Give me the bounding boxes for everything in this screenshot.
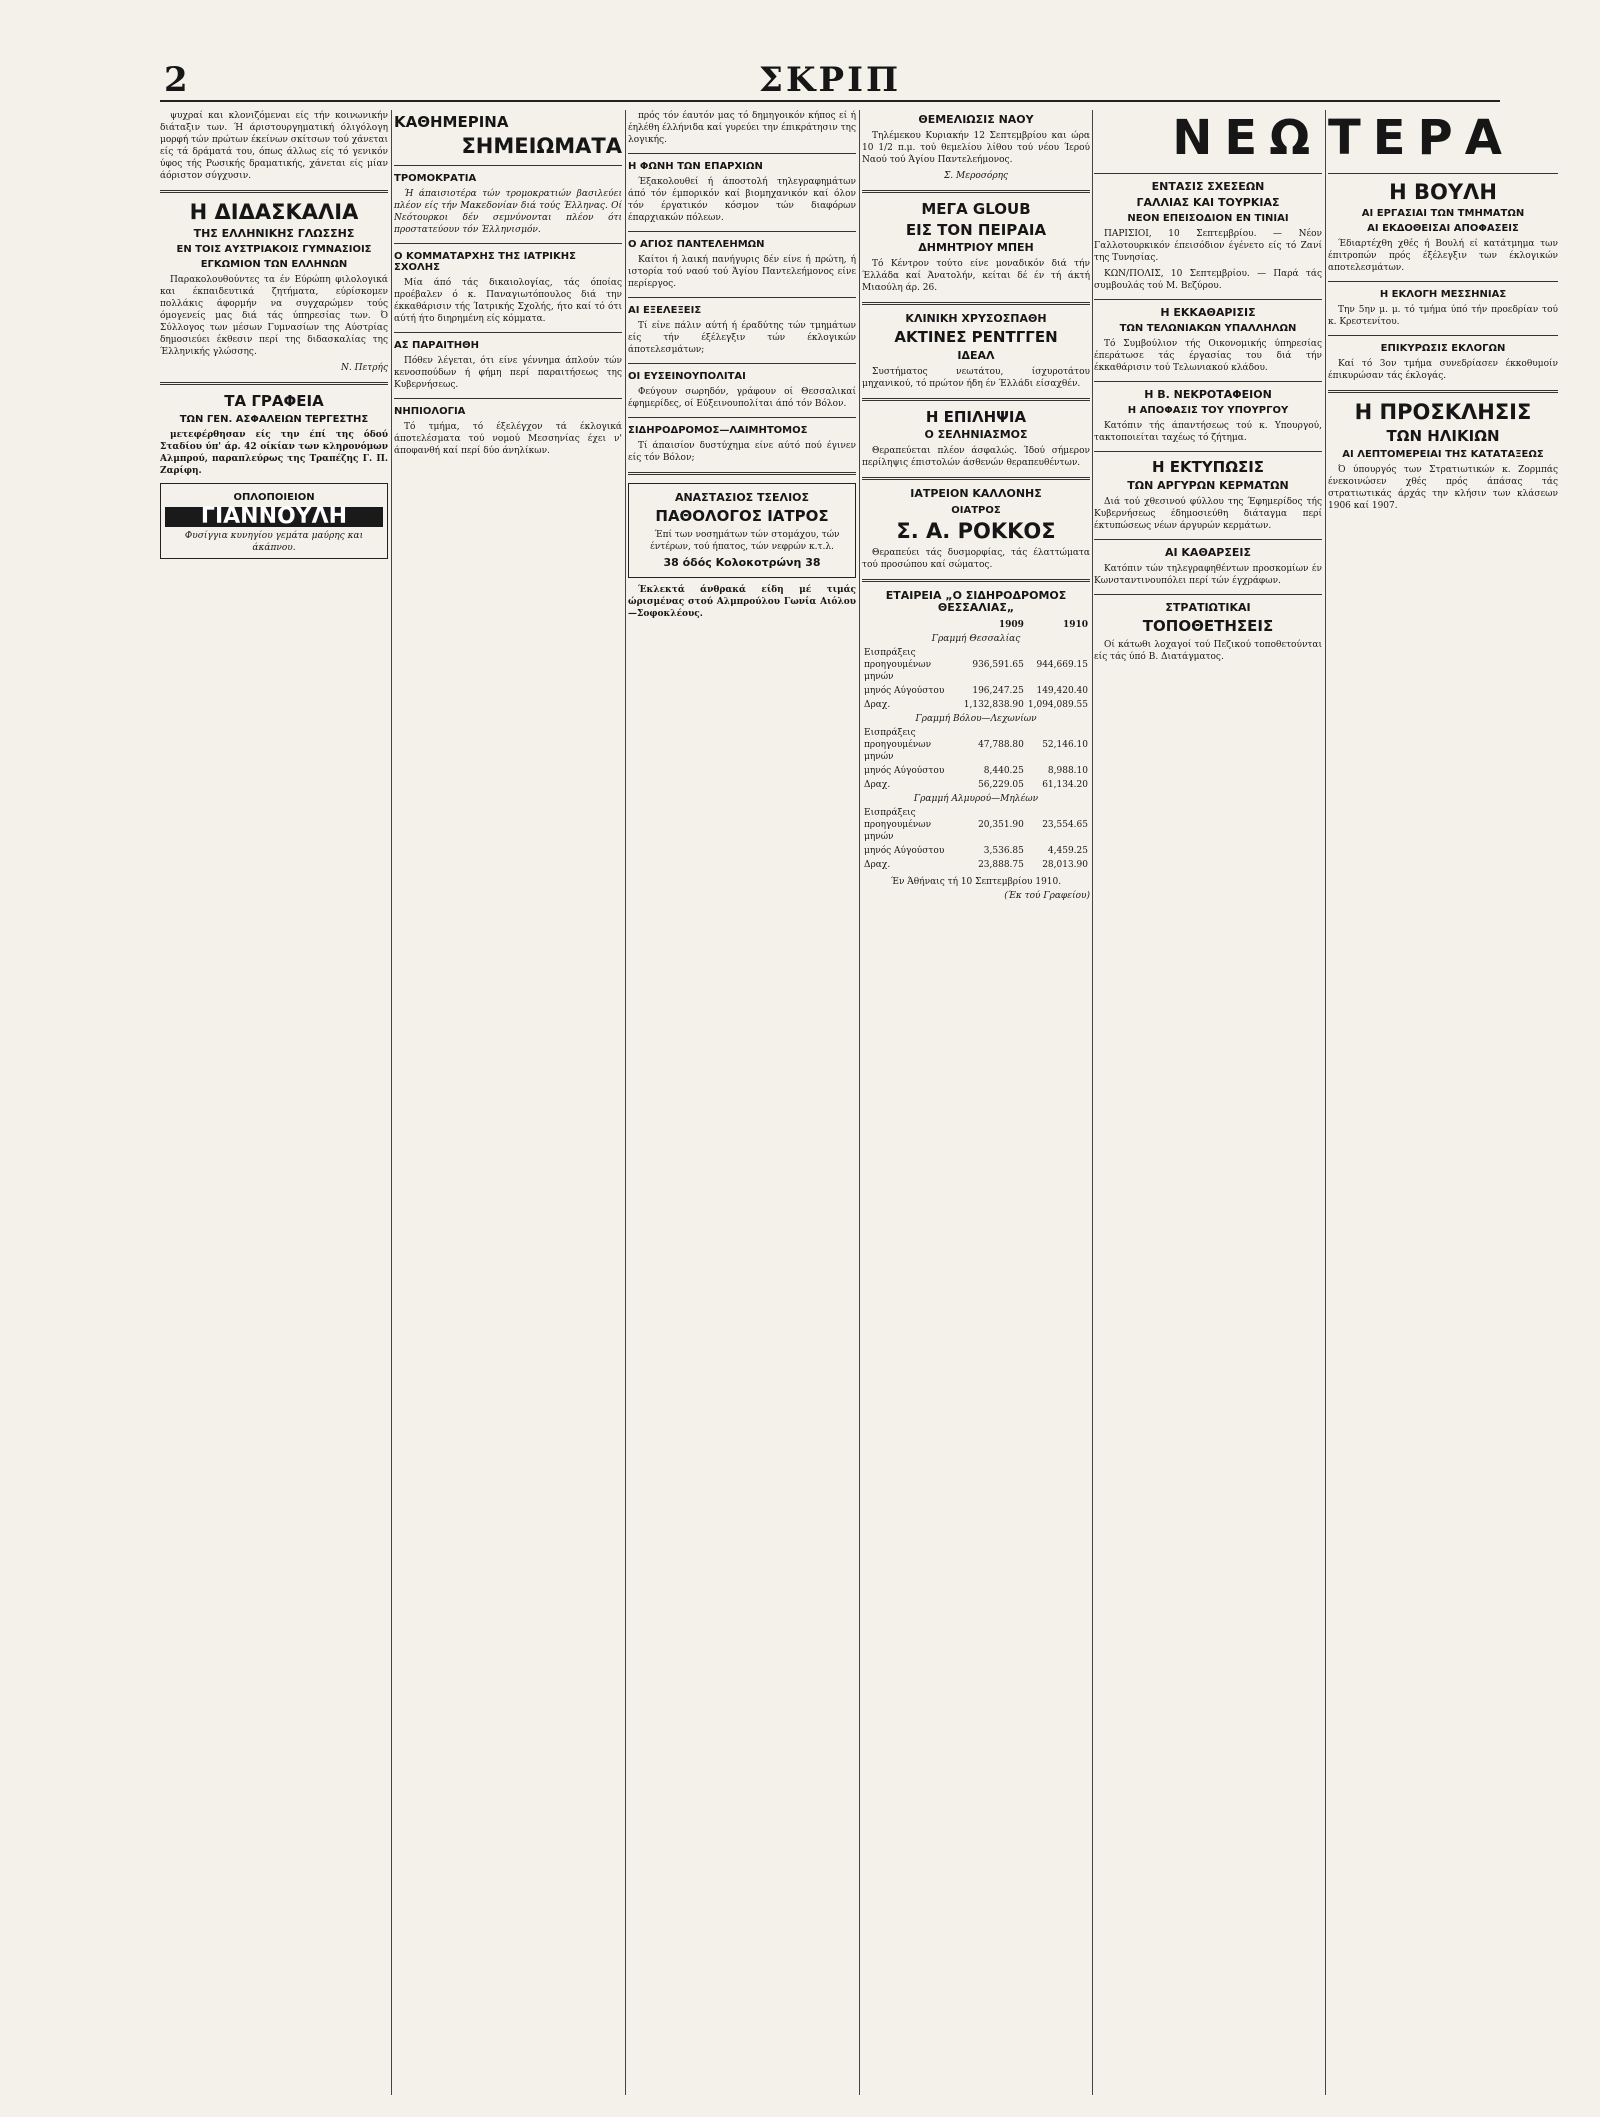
column-rule [859, 110, 860, 2095]
cell: 944,669.15 [1036, 659, 1088, 670]
table-row [862, 646, 1090, 684]
item-heading: ΕΝΤΑΣΙΣ ΣΧΕΣΕΩΝ [1151, 180, 1265, 193]
column-4 [862, 110, 1090, 2095]
newspaper-title: ΣΚΡΙΠ [758, 60, 902, 100]
item-subheading: ΝΕΟΝ ΕΠΕΙΣΟΔΙΟΝ ΕΝ ΤΙΝΙΑΙ [1127, 213, 1289, 225]
item-body: Καί τό 3ον τμήμα συνεδρίασεν έκκοθυμοίν έπικυρώσαν τάς έκλογάς. [1328, 359, 1558, 382]
item-heading: ΝΗΠΙΟΛΟΓΙΑ [394, 405, 466, 417]
ad-name: Σ. Α. ΡΟΚΚΟΣ [896, 518, 1056, 543]
item-body: Την 5ην μ. μ. τό τμήμα ύπό τήν προεδρίαν τού κ. Κρεστενίτου. [1328, 305, 1558, 328]
divider [628, 153, 856, 154]
ad-title: Η ΕΠΙΛΗΨΙΑ [925, 407, 1027, 426]
item-body: Καίτοι ή λαική πανήγυρις δέν είνε ή πρώτη, ή ιστορία τού ναού τού Άγίου Παντελεήμονος είνε περίεργος. [628, 255, 856, 289]
year-header: 1910 [1062, 619, 1088, 630]
table-header-row [862, 618, 1090, 632]
item-body: Κατόπιν τών τηλεγραφηθέντων προσκομίων έν Κωνσταντινουπόλει περί τών έγχράφων. [1094, 564, 1322, 587]
row-label: Εισπράξεις προηγουμένων μηνών [864, 727, 932, 762]
ad-title: ΙΑΤΡΕΙΟΝ ΚΑΛΛΟΝΗΣ [910, 487, 1042, 501]
item-body: Οί κάτωθι λοχαγοί τού Πεζικού τοποθετούνται είς τάς ύπό Β. Διατάγματος. [1094, 639, 1322, 662]
item-subheading: ΤΩΝ ΗΛΙΚΙΩΝ [1386, 427, 1500, 446]
divider [1094, 381, 1322, 382]
item-heading: Η ΒΟΥΛΗ [1389, 180, 1497, 204]
item-subheading: ΑΙ ΕΚΔΟΘΕΙΣΑΙ ΑΠΟΦΑΣΕΙΣ [1367, 223, 1519, 235]
divider [628, 417, 856, 418]
column-rule [391, 110, 392, 2095]
item-subheading: ΤΩΝ ΤΕΛΩΝΙΑΚΩΝ ΥΠΑΛΛΗΛΩΝ [1119, 323, 1297, 335]
news-banner-left: ΝΕΩ [1172, 110, 1322, 166]
divider [862, 579, 1090, 582]
divider [1328, 390, 1558, 393]
column-3 [628, 110, 856, 2095]
item-body: Φεύγουν σωρηδόν, γράφουν οί Θεσσαλικαί έφημερίδες, οί Εύξεινουπολίται άπό τόν Βόλον. [628, 387, 856, 409]
divider [1094, 173, 1322, 174]
item-body: Μία άπό τάς δικαιολογίας, τάς όποίας προέβαλεν ό κ. Παναγιωτόπουλος διά την έκκαθάρισιν τής Ίατρικής Σχολής, ήτο καί τό ότι αύτή ήτο διηρημένη είς κόμματα. [394, 277, 622, 324]
news-banner-right: ΤΕΡΑ [1328, 110, 1514, 166]
shop-slogan: Φυσίγγια κυνηγίου γεμάτα μαύρης και άκάπνου. [184, 530, 364, 553]
item-body: Ό ύπουργός των Στρατιωτικών κ. Ζορμπάς ένεκοινώσεν χθές πρός άπάσας τάς στρατιωτικάς άρχάς την κλήσιν των κλάσεων 1906 καί 1907. [1328, 464, 1558, 511]
table-section: Γραμμή Θεσσαλίας [931, 633, 1021, 644]
item-heading: Ο ΑΓΙΟΣ ΠΑΝΤΕΛΕΗΜΩΝ [628, 239, 765, 250]
table-row [862, 764, 1090, 778]
ad-body: Θεραπεύει τάς δυσμορφίας, τάς έλαττώματα τού προσώπου καί σώματος. [862, 547, 1090, 570]
cell: 23,888.75 [978, 859, 1024, 870]
row-label: μηνός Αύγούστου [864, 765, 945, 776]
item-heading: Η ΕΚΚΑΘΑΡΙΣΙΣ [1160, 306, 1256, 320]
divider [862, 302, 1090, 305]
cell: 61,134.20 [1042, 779, 1088, 790]
column-1 [160, 110, 388, 2095]
ad-brand: ΙΔΕΑΛ [957, 348, 995, 362]
row-label: Εισπράξεις προηγουμένων μηνών [864, 807, 932, 842]
cell: 23,554.65 [1042, 819, 1088, 830]
item-body: Τό Συμβούλιον τής Οικονομικής ύπηρεσίας έπεράτωσε τάς έργασίας του διά τήν έκκαθάρισιν τού Τελωνιακού κλάδου. [1094, 339, 1322, 374]
divider [1094, 451, 1322, 452]
item-heading: ΟΙ ΕΥΣΕΙΝΟΥΠΟΛΙΤΑΙ [628, 371, 746, 382]
article-subtitle: ΕΓΚΩΜΙΟΝ ΤΩΝ ΕΛΛΗΝΩΝ [200, 259, 348, 271]
divider [394, 165, 622, 166]
item-subheading: ΤΟΠΟΘΕΤΗΣΕΙΣ [1142, 617, 1274, 636]
cell: 47,788.80 [978, 739, 1024, 750]
article-signature: Ν. Πετρής [341, 363, 388, 374]
ad-subtitle: ΕΙΣ ΤΟΝ ΠΕΙΡΑΙΑ [905, 220, 1047, 239]
item-heading: ΑΙ ΕΞΕΛΕΞΕΙΣ [628, 305, 702, 316]
cell: 56,229.05 [978, 779, 1024, 790]
doctor-address: 38 όδός Κολοκοτρώνη 38 [663, 555, 821, 569]
ad-body: Συστήματος νεωτάτου, ίσχυροτάτου μηχανικού, τό πρώτον ήδη έν Έλλάδι είσαχθέν. [862, 366, 1090, 389]
item-body: ΠΑΡΙΣΙΟΙ, 10 Σεπτεμβρίου. — Νέον Γαλλοτουρκικόν έπεισόδιον έγένετο είς τό Ζανί της Τυνησίας. [1094, 229, 1322, 264]
divider [160, 190, 388, 193]
cell: 4,459.25 [1047, 845, 1088, 856]
shop-name: ΓΙΑΝΝΟΥΛΗ [165, 507, 383, 527]
item-subheading: ΑΙ ΕΡΓΑΣΙΑΙ ΤΩΝ ΤΜΗΜΑΤΩΝ [1361, 208, 1525, 220]
divider [1328, 335, 1558, 336]
column-6 [1328, 110, 1558, 2095]
table-row [862, 806, 1090, 844]
doctor-ad [628, 483, 856, 578]
ad-name: ΔΗΜΗΤΡΙΟΥ ΜΠΕΗ [918, 241, 1034, 255]
column-rule [1325, 110, 1326, 2095]
divider [160, 382, 388, 385]
table-row [862, 778, 1090, 792]
item-heading: ΘΕΜΕΛΙΩΣΙΣ ΝΑΟΥ [918, 113, 1034, 126]
table-footer-sign: (Έκ τού Γραφείου) [1004, 890, 1090, 901]
item-heading: ΑΣ ΠΑΡΑΙΤΗΘΗ [394, 339, 480, 351]
item-body: Πόθεν λέγεται, ότι είνε γέννημα άπλούν τών κενοσπούδων ή φήμη περί παραιτήσεως της Κυβερνήσεως. [394, 355, 622, 390]
ad-label: ΟΙΑΤΡΟΣ [951, 504, 1001, 516]
divider [394, 243, 622, 244]
cell: 28,013.90 [1042, 859, 1088, 870]
ad-title: ΤΑ ΓΡΑΦΕΙΑ [224, 392, 324, 411]
row-label: μηνός Αύγούστου [864, 685, 945, 696]
cell: 1,132,838.90 [963, 699, 1024, 710]
cell: 3,536.85 [983, 845, 1024, 856]
article-body: Παρακολουθούντες τα έν Εύρώπη φιλολογικά και έκπαιδευτικά ζητήματα, εύρίσκομεν πολλάκις άφορμήν να συγχαρώμεν τούς όμογενείς μας διά τάς ύπηρεσίας των. Ό Σύλλογος των μέσων Γυμνασίων της Αύστρίας δημοσιεύει έκθεσιν περί της διδασκαλίας της Έλληνικής γλώσσης. [160, 275, 388, 358]
divider [628, 297, 856, 298]
divider [862, 190, 1090, 193]
table-row [862, 844, 1090, 858]
item-heading: Η ΕΚΤΥΠΩΣΙΣ [1151, 458, 1265, 477]
ad-body: Θεραπεύεται πλέον άσφαλώς. Ίδού σήμερον περίληψις έπιστολών άσθενών θεραπευθέντων. [862, 446, 1090, 469]
doctor-body: Έπί των νοσημάτων τών στομάχου, τών έντέρων, τού ήπατος, τών νεφρών κ.τ.λ. [650, 529, 840, 552]
row-label: Δραχ. [864, 859, 891, 870]
cell: 196,247.25 [972, 685, 1024, 696]
item-subheading: ΤΩΝ ΑΡΓΥΡΩΝ ΚΕΡΜΑΤΩΝ [1127, 478, 1289, 492]
divider [1094, 539, 1322, 540]
row-label: Εισπράξεις προηγουμένων μηνών [864, 647, 932, 682]
cell: 8,988.10 [1047, 765, 1088, 776]
item-heading: Η ΕΚΛΟΓΗ ΜΕΣΣΗΝΙΑΣ [1379, 289, 1507, 301]
cell: 149,420.40 [1036, 685, 1088, 696]
revenue-table [862, 618, 1090, 872]
divider [1328, 173, 1558, 174]
item-heading: ΣΤΡΑΤΙΩΤΙΚΑΙ [1165, 601, 1251, 615]
item-subheading: ΑΙ ΛΕΠΤΟΜΕΡΕΙΑΙ ΤΗΣ ΚΑΤΑΤΑΞΕΩΣ [1342, 448, 1544, 460]
divider [628, 363, 856, 364]
table-title: ΕΤΑΙΡΕΙΑ „Ο ΣΙΔΗΡΟΔΡΟΜΟΣ ΘΕΣΣΑΛΙΑΣ„ [885, 588, 1067, 614]
ad-body: Τό Κέντρον τούτο είνε μοναδικόν διά τήν Έλλάδα καί Άνατολήν, κείται δέ έν τή άκτή Μιαούλη άρ. 26. [862, 259, 1090, 294]
table-row [862, 684, 1090, 698]
item-heading: Η ΦΩΝΗ ΤΩΝ ΕΠΑΡΧΙΩΝ [628, 161, 763, 172]
item-body: Κατόπιν τής άπαντήσεως τού κ. Υπουργού, τακτοποιείται ταχέως τό ζήτημα. [1094, 421, 1322, 444]
article-subtitle: ΤΗΣ ΕΛΛΗΝΙΚΗΣ ΓΛΩΣΣΗΣ [193, 227, 355, 241]
item-body: Τί άπαισίον δυστύχημα είνε αύτό πού έγινεν είς τόν Βόλον; [628, 441, 856, 463]
cell: 936,591.65 [972, 659, 1024, 670]
divider [1328, 281, 1558, 282]
table-row [862, 698, 1090, 712]
item-signature: Σ. Μεροσόρης [943, 171, 1009, 182]
divider [394, 332, 622, 333]
item-body: Ή άπαισιοτέρα τών τρομοκρατιών βασιλεύει πλέον είς τήν Μακεδονίαν διά τούς Έλληνας. Οί Νεότουρκοι δέν σεμνύνονται πλέον ότι προστατεύουν τόν Έλληνισμόν. [394, 188, 622, 235]
row-label: Δραχ. [864, 699, 891, 710]
table-row [862, 858, 1090, 872]
item-body: Τό τμήμα, τό έξελέγχον τά έκλογικά άποτελέσματα τού νομού Μεσσηνίας έχει ν' άποφανθή καί περί δύο άνηλίκων. [394, 421, 622, 456]
ad-title: ΚΛΙΝΙΚΗ ΧΡΥΣΟΣΠΑΘΗ [905, 312, 1047, 326]
column-rule [625, 110, 626, 2095]
page-number: 2 [164, 60, 188, 100]
item-body: Τί είνε πάλιν αύτή ή έραδύτης τών τμημάτων είς τήν έξέλεγξιν τών έκλογικών άποτελεσμάτων; [628, 321, 856, 355]
lead-text: ψυχραί και κλονιζόμεναι είς τήν κοινωνικήν διάταξιν των. Ή άριστουργηματική όλιγόλογη μορφή τών πρώτων έκείνων σκίτσων τού χάνεται είς τά δράματά του, όπως άλλως είς τό γενικόν ύφος τής Ρωσικής δραματικής, χάνεται είς μίαν άόριστον σύγχυσιν. [160, 111, 388, 181]
ad-subtitle: ΤΩΝ ΓΕΝ. ΑΣΦΑΛΕΙΩΝ ΤΕΡΓΕΣΤΗΣ [179, 413, 369, 425]
year-header: 1909 [998, 619, 1024, 630]
item-subheading: Η ΑΠΟΦΑΣΙΣ ΤΟΥ ΥΠΟΥΡΓΟΥ [1127, 405, 1289, 417]
article-subtitle: ΕΝ ΤΟΙΣ ΑΥΣΤΡΙΑΚΟΙΣ ΓΥΜΝΑΣΙΟΙΣ [176, 244, 372, 256]
cell: 52,146.10 [1042, 739, 1088, 750]
table-section: Γραμμή Αλμυρού—Μηλέων [913, 793, 1039, 804]
doctor-name: ΑΝΑΣΤΑΣΙΟΣ ΤΣΕΛΙΟΣ [674, 491, 810, 504]
item-body: ΚΩΝ/ΠΟΛΙΣ, 10 Σεπτεμβρίου. — Παρά τάς συμβουλάς τού Μ. Βεζύρου. [1094, 269, 1322, 292]
article-title: Η ΔΙΔΑΣΚΑΛΙΑ [189, 200, 359, 224]
column-rule [1092, 110, 1093, 2095]
item-heading: Ο ΚΟΜΜΑΤΑΡΧΗΣ ΤΗΣ ΙΑΤΡΙΚΗΣ ΣΧΟΛΗΣ [394, 250, 576, 273]
item-body: Έδιαρτέχθη χθές ή Βουλή εί κατάτμημα των έπιτροπών πρός έξέλεγξιν των έκλογικών αποτελεσμάτων. [1328, 239, 1558, 274]
item-body: Διά τού χθεσινού φύλλου της Έφημερίδος τής Κυβερνήσεως έδημοσιεύθη διάταγμα περί έκτυπώσεως νέων άργυρών κερμάτων. [1094, 496, 1322, 531]
item-body: Έξακολουθεί ή άποστολή τηλεγραφημάτων άπό τόν έμπορικόν καί βιομηχανικόν καί όλον τόν έργατικόν κόσμον τών διαφόρων έπαρχιακών πόλεων. [628, 177, 856, 223]
item-body: Τηλέμεκου Κυριακήν 12 Σεπτεμβρίου και ώρα 10 1/2 π.μ. τού θεμελίου λίθου τού νέου Ίερού Ναού τού Άγίου Παντελεήμονος. [862, 131, 1090, 166]
shop-label: ΟΠΛΟΠΟΙΕΙΟΝ [233, 491, 315, 503]
section-title: ΣΗΜΕΙΩΜΑΤΑ [461, 133, 622, 158]
row-label: μηνός Αύγούστου [864, 845, 945, 856]
divider [1094, 594, 1322, 595]
divider [862, 477, 1090, 480]
divider [394, 398, 622, 399]
column-5 [1094, 110, 1322, 2095]
ad-subtitle: Ο ΣΕΛΗΝΙΑΣΜΟΣ [924, 428, 1028, 442]
ad-subtitle: ΑΚΤΙΝΕΣ ΡΕΝΤΓΓΕΝ [894, 328, 1058, 347]
divider [862, 398, 1090, 401]
item-subheading: ΓΑΛΛΙΑΣ ΚΑΙ ΤΟΥΡΚΙΑΣ [1136, 196, 1280, 210]
column-2 [394, 110, 622, 2095]
item-heading: ΣΙΔΗΡΟΔΡΟΜΟΣ—ΛΑΙΜΗΤΟΜΟΣ [628, 425, 808, 436]
table-footer: Έν Άθήναις τή 10 Σεπτεμβρίου 1910. [890, 876, 1062, 887]
divider [1094, 299, 1322, 300]
shop-ad [160, 483, 388, 559]
item-heading: ΑΙ ΚΑΘΑΡΣΕΙΣ [1164, 545, 1252, 559]
item-heading: ΤΡΟΜΟΚΡΑΤΙΑ [394, 172, 477, 184]
item-heading: Η Β. ΝΕΚΡΟΤΑΦΕΙΟΝ [1144, 388, 1272, 402]
coal-notice: Έκλεκτά άνθρακά είδη μέ τιμάς ώρισμένας στού Αλμπρούλου Γωνία Αιόλου—Σοφοκλέους. [628, 584, 856, 619]
divider [628, 231, 856, 232]
ad-title: ΜΕΓΑ GLOUB [921, 200, 1031, 219]
row-label: Δραχ. [864, 779, 891, 790]
doctor-title: ΠΑΘΟΛΟΓΟΣ ΙΑΤΡΟΣ [655, 507, 829, 526]
ad-body: μετεφέρθησαν είς την έπί της όδού Σταδίου ύπ' άρ. 42 οίκίαν των κληρονόμων Αλμπρού, παραπλεύρως της Τραπέζης Γ. Π. Ζαρίφη. [160, 429, 388, 476]
section-label: ΚΑΘΗΜΕΡΙΝΑ [394, 113, 509, 131]
masthead [160, 60, 1500, 102]
lead-text: πρός τόν έαυτόν μας τό δημηγοικόν κήπος εί ή έηλέθη έλλήνιδα καί γυρεύει την έπικράτησιν της λογικής. [628, 111, 856, 145]
cell: 20,351.90 [978, 819, 1024, 830]
table-row [862, 726, 1090, 764]
item-heading: ΕΠΙΚΥΡΩΣΙΣ ΕΚΛΟΓΩΝ [1380, 343, 1506, 355]
table-section: Γραμμή Βόλου—Λεχωνίων [915, 713, 1037, 724]
cell: 1,094,089.55 [1027, 699, 1088, 710]
cell: 8,440.25 [983, 765, 1024, 776]
divider [628, 472, 856, 475]
item-heading: Η ΠΡΟΣΚΛΗΣΙΣ [1354, 400, 1532, 425]
